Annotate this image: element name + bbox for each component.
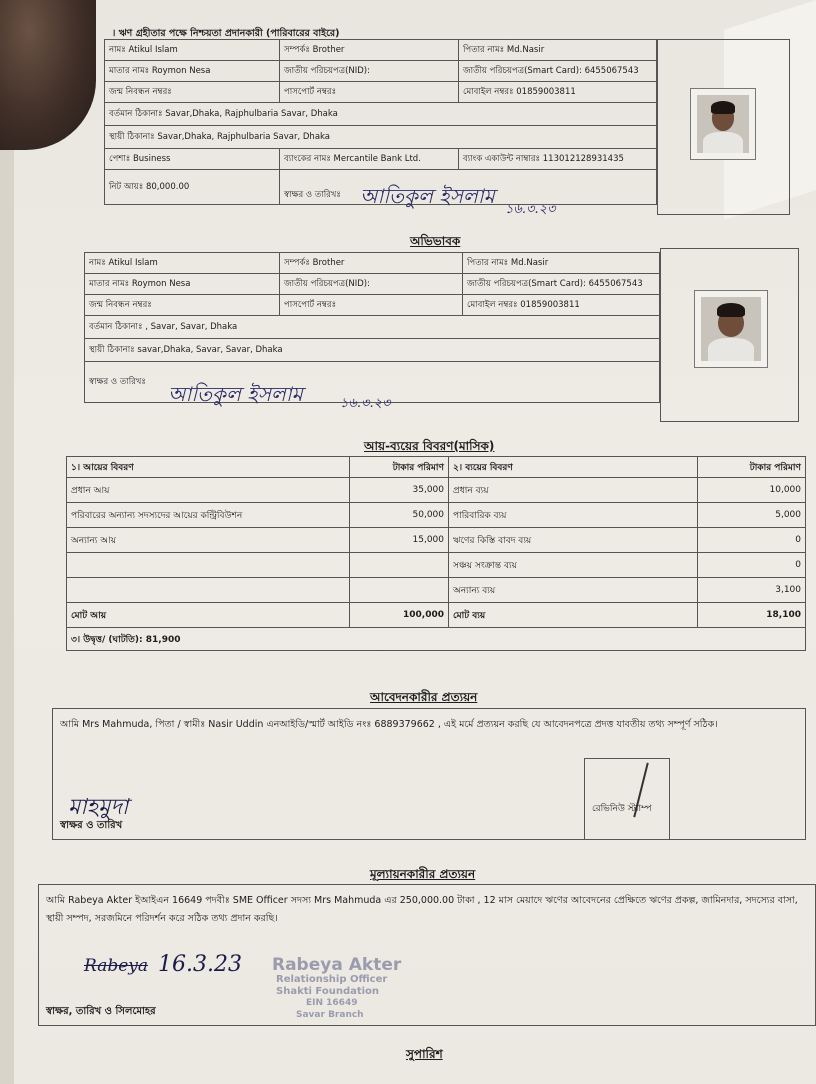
borrower-table — [104, 39, 657, 205]
income-label: প্রধান আয় — [67, 478, 350, 503]
total-expense-label: মোট ব্যয় — [449, 603, 698, 628]
borrower-signature: আতিকুল ইসলাম — [360, 184, 495, 208]
total-expense-value: 18,100 — [698, 603, 806, 628]
borrower-permanent-address: স্থায়ী ঠিকানাঃ Savar,Dhaka, Rajphulbaria Savar, Dhaka — [105, 126, 657, 149]
guardian-birth-reg: জন্ম নিবন্ধন নম্বরঃ — [85, 295, 280, 316]
finance-row — [67, 553, 806, 578]
evaluator-title: মূল্যায়নকারীর প্রত্যয়ন — [370, 867, 476, 881]
guardian-nid: জাতীয় পরিচয়পত্র(NID): — [280, 274, 463, 295]
guardian-signature: আতিকুল ইসলাম — [168, 382, 303, 406]
borrower-bank-account: ব্যাংক একাউন্ট নাম্বারঃ 113012128931435 — [459, 149, 657, 170]
expense-header: ২। ব্যয়ের বিবরণ — [449, 457, 698, 478]
total-income-value: 100,000 — [350, 603, 449, 628]
finance-title: আয়-ব্যয়ের বিবরণ(মাসিক) — [364, 439, 495, 453]
recommendation-title: সুপারিশ — [406, 1047, 443, 1061]
seal-ein: EIN 16649 — [306, 998, 358, 1008]
expense-label: অন্যান্য ব্যয় — [449, 578, 698, 603]
guardian-title: অভিভাবক — [410, 234, 461, 248]
income-value: 50,000 — [350, 503, 449, 528]
guardian-permanent-address: স্থায়ী ঠিকানাঃ savar,Dhaka, Savar, Savar, Dhaka — [85, 339, 660, 362]
guardian-present-address: বর্তমান ঠিকানাঃ , Savar, Savar, Dhaka — [85, 316, 660, 339]
income-label: পরিবারের অন্যান্য সদস্যদের আয়ের কন্ট্রিবিউশন — [67, 503, 350, 528]
borrower-photo — [690, 88, 756, 160]
guardian-mobile: মোবাইল নম্বরঃ 01859003811 — [463, 295, 660, 316]
revenue-stamp-label: রেভিনিউ স্ট্যাম্প — [592, 804, 652, 814]
expense-label: পারিবারিক ব্যয় — [449, 503, 698, 528]
evaluator-date: 16.3.23 — [158, 952, 242, 977]
applicant-signature-label: স্বাক্ষর ও তারিখ — [60, 820, 123, 831]
borrower-birth-reg: জন্ম নিবন্ধন নম্বরঃ — [105, 82, 280, 103]
evaluator-signature-label: স্বাক্ষর, তারিখ ও সিলমোহর — [46, 1006, 156, 1017]
surplus: ৩। উদ্বৃত্ত/ (ঘাটতি): 81,900 — [67, 628, 806, 651]
guardian-name: নামঃ Atikul Islam — [85, 253, 280, 274]
income-label: অন্যান্য আয় — [67, 528, 350, 553]
total-income-label: মোট আয় — [67, 603, 350, 628]
expense-value: 0 — [698, 528, 806, 553]
borrower-net-income: নিট আয়ঃ 80,000.00 — [105, 170, 280, 205]
finance-row — [67, 528, 806, 553]
borrower-present-address: বর্তমান ঠিকানাঃ Savar,Dhaka, Rajphulbaria Savar, Dhaka — [105, 103, 657, 126]
revenue-stamp-box — [584, 758, 670, 840]
income-amount-header: টাকার পরিমাণ — [350, 457, 449, 478]
guardian-passport: পাসপোর্ট নম্বরঃ — [280, 295, 463, 316]
borrower-section-title: । ঋণ গ্রহীতার পক্ষে নিশ্চয়তা প্রদানকারী (পারিবারের বাইরে) — [112, 28, 340, 39]
income-label — [67, 553, 350, 578]
finance-row — [67, 478, 806, 503]
income-label — [67, 578, 350, 603]
guardian-signature-date: ১৬.৩.২৩ — [340, 396, 391, 411]
borrower-father: পিতার নামঃ Md.Nasir — [459, 40, 657, 61]
borrower-signature-date: ১৬.৩.২৩ — [505, 202, 556, 217]
expense-value: 0 — [698, 553, 806, 578]
finance-row — [67, 503, 806, 528]
applicant-signature: মাহমুদা — [68, 795, 129, 820]
guardian-relation: সম্পর্কঃ Brother — [280, 253, 463, 274]
borrower-name: নামঃ Atikul Islam — [105, 40, 280, 61]
income-value — [350, 553, 449, 578]
applicant-statement: আমি Mrs Mahmuda, পিতা / স্বামীঃ Nasir Uddin এনআইডি/স্মার্ট আইডি নংঃ 6889379662 , এই মর্মে প্রত্যয়ন করছি যে আবেদনপত্রে প্রদত্ত যাবতীয় তথ্য সম্পূর্ণ সঠিক। — [60, 719, 718, 730]
expense-label: ঋণের কিস্তি বাবদ ব্যয় — [449, 528, 698, 553]
borrower-passport: পাসপোর্ট নম্বরঃ — [280, 82, 459, 103]
evaluator-signature: Rabeya — [84, 956, 149, 976]
guardian-smart-card: জাতীয় পরিচয়পত্র(Smart Card): 6455067543 — [463, 274, 660, 295]
seal-organization: Shakti Foundation — [276, 986, 380, 997]
borrower-signature-label: স্বাক্ষর ও তারিখঃ — [284, 190, 341, 200]
expense-value: 5,000 — [698, 503, 806, 528]
income-header: ১। আয়ের বিবরণ — [67, 457, 350, 478]
borrower-occupation: পেশাঃ Business — [105, 149, 280, 170]
borrower-mobile: মোবাইল নম্বরঃ 01859003811 — [459, 82, 657, 103]
income-value: 35,000 — [350, 478, 449, 503]
expense-label: প্রধান ব্যয় — [449, 478, 698, 503]
borrower-mother: মাতার নামঃ Roymon Nesa — [105, 61, 280, 82]
finance-table — [66, 456, 806, 651]
guardian-signature-label: স্বাক্ষর ও তারিখঃ — [89, 377, 146, 387]
borrower-bank-name: ব্যাংকের নামঃ Mercantile Bank Ltd. — [280, 149, 459, 170]
expense-value: 10,000 — [698, 478, 806, 503]
expense-value: 3,100 — [698, 578, 806, 603]
expense-amount-header: টাকার পরিমাণ — [698, 457, 806, 478]
income-value — [350, 578, 449, 603]
guardian-father: পিতার নামঃ Md.Nasir — [463, 253, 660, 274]
borrower-relation: সম্পর্কঃ Brother — [280, 40, 459, 61]
expense-label: সঞ্চয় সংক্রান্ত ব্যয় — [449, 553, 698, 578]
income-value: 15,000 — [350, 528, 449, 553]
borrower-smart-card: জাতীয় পরিচয়পত্র(Smart Card): 6455067543 — [459, 61, 657, 82]
seal-designation: Relationship Officer — [276, 974, 388, 985]
evaluator-statement: আমি Rabeya Akter ইআইএন 16649 পদবীঃ SME Officer সদস্য Mrs Mahmuda এর 250,000.00 টাকা , 12 মাস মেয়াদে ঋণের আবেদনের প্রেক্ষিতে ঋণের প্রকল্প, জামিনদার, সদস্যের বাসা, স্থায়ী সম্পদ, সরজমিনে পরিদর্শন করে সঠিক তথ্য প্রদান করছি। — [46, 895, 798, 924]
seal-branch: Savar Branch — [296, 1010, 364, 1020]
borrower-nid: জাতীয় পরিচয়পত্র(NID): — [280, 61, 459, 82]
guardian-mother: মাতার নামঃ Roymon Nesa — [85, 274, 280, 295]
guardian-photo — [694, 290, 768, 368]
applicant-title: আবেদনকারীর প্রত্যয়ন — [370, 690, 478, 704]
finance-row — [67, 578, 806, 603]
seal-name: Rabeya Akter — [272, 955, 402, 975]
